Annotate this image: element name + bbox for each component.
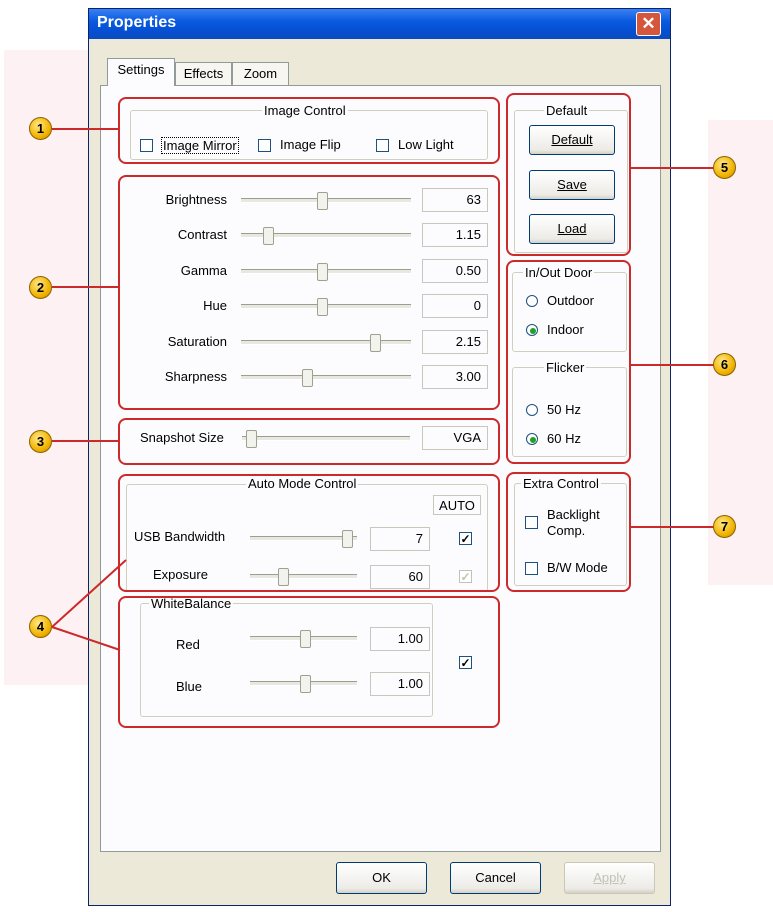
image-flip-label[interactable]: Image Flip	[280, 137, 341, 152]
save-button-label: Save	[557, 177, 587, 192]
apply-button-label: Apply	[593, 870, 626, 885]
exposure-label: Exposure	[153, 567, 208, 582]
red-label: Red	[176, 637, 200, 652]
tab-effects[interactable]: Effects	[175, 62, 232, 85]
adjustment-value: 63	[422, 188, 488, 212]
snapshot-size-label: Snapshot Size	[140, 430, 224, 445]
callout-badge-4: 4	[29, 615, 52, 638]
cancel-button[interactable]: Cancel	[450, 862, 541, 894]
backlight-comp-label[interactable]: Backlight Comp.	[547, 507, 600, 538]
white-balance-title: WhiteBalance	[151, 596, 232, 611]
tab-settings[interactable]: Settings	[107, 58, 175, 86]
extra-control-title: Extra Control	[523, 476, 599, 491]
blue-label: Blue	[176, 679, 203, 694]
adjustment-label: Hue	[203, 298, 227, 313]
adjustment-label: Contrast	[177, 227, 227, 242]
callout-badge-5: 5	[713, 156, 736, 179]
red-value: 1.00	[370, 627, 430, 651]
flicker-title: Flicker	[546, 360, 585, 375]
snapshot-size-value: VGA	[422, 426, 488, 450]
callout-badge-7: 7	[713, 515, 736, 538]
adjustment-value: 0.50	[422, 259, 488, 283]
auto-column-header: AUTO	[433, 495, 481, 515]
close-icon: ✕	[641, 14, 656, 33]
image-mirror-label[interactable]: Image Mirror	[163, 138, 237, 153]
callout-badge-2: 2	[29, 276, 52, 299]
callout-badge-1: 1	[29, 117, 52, 140]
tab-zoom[interactable]: Zoom	[232, 62, 289, 85]
adjustment-label: Brightness	[165, 192, 227, 207]
adjustment-label: Sharpness	[164, 369, 227, 384]
adjustment-value: 2.15	[422, 330, 488, 354]
adjustment-label: Gamma	[180, 263, 227, 278]
default-group-title: Default	[546, 103, 588, 118]
adjustment-value: 3.00	[422, 365, 488, 389]
exposure-value: 60	[370, 565, 430, 589]
exposure-auto-checkbox[interactable]: ✓	[460, 570, 471, 584]
load-button-label: Load	[557, 221, 587, 236]
white-balance-auto-checkbox[interactable]: ✓	[460, 656, 471, 670]
bw-mode-label[interactable]: B/W Mode	[547, 560, 608, 575]
callout-badge-6: 6	[713, 353, 736, 376]
50hz-label[interactable]: 50 Hz	[547, 402, 581, 417]
auto-mode-title: Auto Mode Control	[248, 476, 357, 491]
60hz-label[interactable]: 60 Hz	[547, 431, 581, 446]
ok-button[interactable]: OK	[336, 862, 427, 894]
window-title: Properties	[97, 14, 177, 31]
outdoor-label[interactable]: Outdoor	[547, 293, 594, 308]
callout-badge-3: 3	[29, 430, 52, 453]
indoor-label[interactable]: Indoor	[547, 322, 584, 337]
blue-value: 1.00	[370, 672, 430, 696]
low-light-label[interactable]: Low Light	[398, 137, 454, 152]
default-button-label: Default	[551, 132, 593, 147]
adjustment-value: 1.15	[422, 223, 488, 247]
image-control-title: Image Control	[264, 103, 346, 118]
adjustment-value: 0	[422, 294, 488, 318]
usb-bandwidth-auto-checkbox[interactable]: ✓	[460, 532, 471, 546]
adjustment-label: Saturation	[167, 334, 227, 349]
inout-door-title: In/Out Door	[525, 265, 593, 280]
usb-bandwidth-value: 7	[370, 527, 430, 551]
usb-bandwidth-label: USB Bandwidth	[134, 529, 226, 544]
